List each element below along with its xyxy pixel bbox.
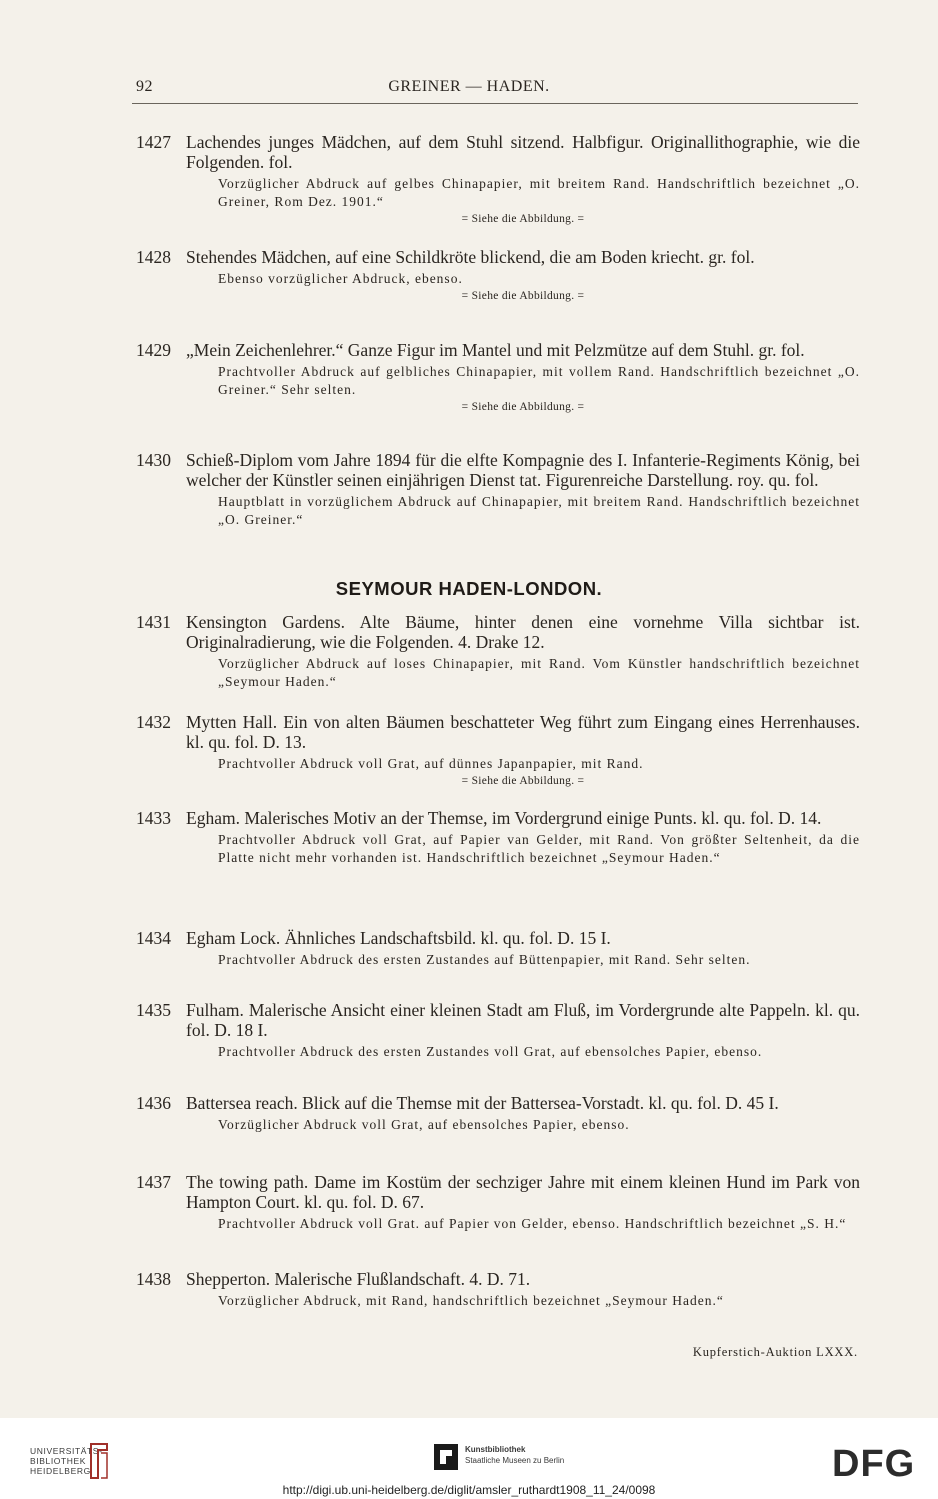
illustration-note: = Siehe die Abbildung. = [461, 401, 585, 413]
logo-line: Staatliche Museen zu Berlin [465, 1456, 565, 1465]
kunstbibliothek-mark-icon [434, 1444, 458, 1470]
entry-number: 1427 [136, 132, 171, 152]
digitization-bar [0, 1418, 938, 1499]
entry-description: Prachtvoller Abdruck auf gelbliches Chinapapier, mit vollem Rand. Handschriftlich bezeichnet „O. Greiner.“ Sehr selten. [218, 364, 860, 397]
entry-number: 1431 [136, 612, 171, 632]
entry-description: Prachtvoller Abdruck voll Grat, auf dünnes Japanpapier, mit Rand. [218, 756, 644, 771]
illustration-note: = Siehe die Abbildung. = [461, 213, 585, 225]
entry-number: 1437 [136, 1172, 171, 1192]
entry-number: 1435 [136, 1000, 171, 1020]
entry-1427 [136, 132, 860, 228]
entry-title: „Mein Zeichenlehrer.“ Ganze Figur im Mantel und mit Pelzmütze auf dem Stuhl. gr. fol. [186, 340, 805, 360]
entry-description: Ebenso vorzüglicher Abdruck, ebenso. [218, 271, 463, 286]
entry-number: 1432 [136, 712, 171, 732]
entry-1438 [136, 1269, 860, 1310]
illustration-note: = Siehe die Abbildung. = [461, 775, 585, 787]
kunstbibliothek-logo[interactable] [465, 1444, 564, 1466]
entry-description: Prachtvoller Abdruck des ersten Zustandes auf Büttenpapier, mit Rand. Sehr selten. [218, 952, 751, 967]
logo-line: BIBLIOTHEK [30, 1456, 87, 1466]
entry-1434 [136, 928, 860, 969]
entry-1432 [136, 712, 860, 790]
entry-1428 [136, 247, 860, 305]
entry-1433 [136, 808, 860, 867]
entry-description: Vorzüglicher Abdruck, mit Rand, handschriftlich bezeichnet „Seymour Haden.“ [218, 1293, 724, 1308]
catalog-footer-note: Kupferstich-Auktion LXXX. [692, 1345, 858, 1359]
entry-number: 1434 [136, 928, 171, 948]
entry-description: Vorzüglicher Abdruck voll Grat, auf ebensolches Papier, ebenso. [218, 1117, 630, 1132]
logo-line: Kunstbibliothek [465, 1445, 526, 1454]
entry-title: Egham Lock. Ähnliches Landschaftsbild. kl. qu. fol. D. 15 I. [186, 928, 611, 948]
running-header: GREINER — HADEN. [388, 78, 550, 95]
entry-1435 [136, 1000, 860, 1061]
entry-number: 1428 [136, 247, 171, 267]
entry-title: Fulham. Malerische Ansicht einer kleinen Stadt am Fluß, im Vordergrunde alte Pappeln. kl. qu. fol. D. 18 I. [186, 1000, 860, 1040]
entry-1436 [136, 1093, 860, 1134]
entry-title: Kensington Gardens. Alte Bäume, hinter denen eine vornehme Villa sichtbar ist. Originalradierung, wie die Folgenden. 4. Drake 12. [186, 612, 860, 652]
entry-title: The towing path. Dame im Kostüm der sechziger Jahre mit einem kleinen Hund im Park von Hampton Court. kl. qu. fol. D. 67. [186, 1172, 860, 1212]
source-url[interactable]: http://digi.ub.uni-heidelberg.de/diglit/amsler_ruthardt1908_11_24/0098 [282, 1483, 656, 1497]
entry-number: 1430 [136, 450, 171, 470]
header-rule [132, 103, 858, 104]
entry-description: Prachtvoller Abdruck voll Grat. auf Papier von Gelder, ebenso. Handschriftlich bezeichnet „S. H.“ [218, 1216, 847, 1231]
section-heading: SEYMOUR HADEN-LONDON. [335, 578, 603, 599]
dfg-logo[interactable]: DFG [832, 1443, 916, 1485]
entry-1431 [136, 612, 860, 691]
university-seal-icon [88, 1442, 110, 1480]
entry-1437 [136, 1172, 860, 1233]
entry-description: Vorzüglicher Abdruck auf loses Chinapapier, mit Rand. Vom Künstler handschriftlich bezeichnet „Seymour Haden.“ [218, 656, 860, 689]
entry-1430 [136, 450, 860, 529]
entry-title: Schieß-Diplom vom Jahre 1894 für die elfte Kompagnie des I. Infanterie-Regiments König, bei welcher der Künstler seinen einjährigen Dienst tat. Figurenreiche Darstellung. roy. qu. fol. [186, 450, 860, 490]
illustration-note: = Siehe die Abbildung. = [461, 290, 585, 302]
entry-title: Shepperton. Malerische Flußlandschaft. 4. D. 71. [186, 1269, 531, 1289]
entry-description: Prachtvoller Abdruck des ersten Zustandes voll Grat, auf ebensolches Papier, ebenso. [218, 1044, 763, 1059]
entry-description: Hauptblatt in vorzüglichem Abdruck auf Chinapapier, mit breitem Rand. Handschriftlich bezeichnet „O. Greiner.“ [218, 494, 860, 527]
entry-title: Stehendes Mädchen, auf eine Schildkröte blickend, die am Boden kriecht. gr. fol. [186, 247, 755, 267]
page-number: 92 [136, 78, 153, 95]
logo-line: HEIDELBERG [30, 1466, 91, 1476]
entry-title: Lachendes junges Mädchen, auf dem Stuhl sitzend. Halbfigur. Originallithographie, wie die Folgenden. fol. [186, 132, 860, 172]
entry-number: 1438 [136, 1269, 171, 1289]
entry-title: Battersea reach. Blick auf die Themse mit der Battersea-Vorstadt. kl. qu. fol. D. 45 I. [186, 1093, 779, 1113]
entry-description: Vorzüglicher Abdruck auf gelbes Chinapapier, mit breitem Rand. Handschriftlich bezeichnet „O. Greiner, Rom Dez. 1901.“ [218, 176, 860, 209]
logo-line: UNIVERSITÄTS- [30, 1446, 103, 1456]
entry-title: Egham. Malerisches Motiv an der Themse, im Vordergrund einige Punts. kl. qu. fol. D. 14. [186, 808, 822, 828]
entry-number: 1429 [136, 340, 171, 360]
entry-description: Prachtvoller Abdruck voll Grat, auf Papier van Gelder, mit Rand. Von größter Seltenheit, da die Platte nicht mehr vorhanden ist. Handschriftlich bezeichnet „Seymour Haden.“ [218, 832, 860, 865]
entry-number: 1433 [136, 808, 171, 828]
entry-title: Mytten Hall. Ein von alten Bäumen beschatteter Weg führt zum Eingang eines Herrenhauses. kl. qu. fol. D. 13. [186, 712, 860, 752]
entry-number: 1436 [136, 1093, 171, 1113]
entry-1429 [136, 340, 860, 416]
